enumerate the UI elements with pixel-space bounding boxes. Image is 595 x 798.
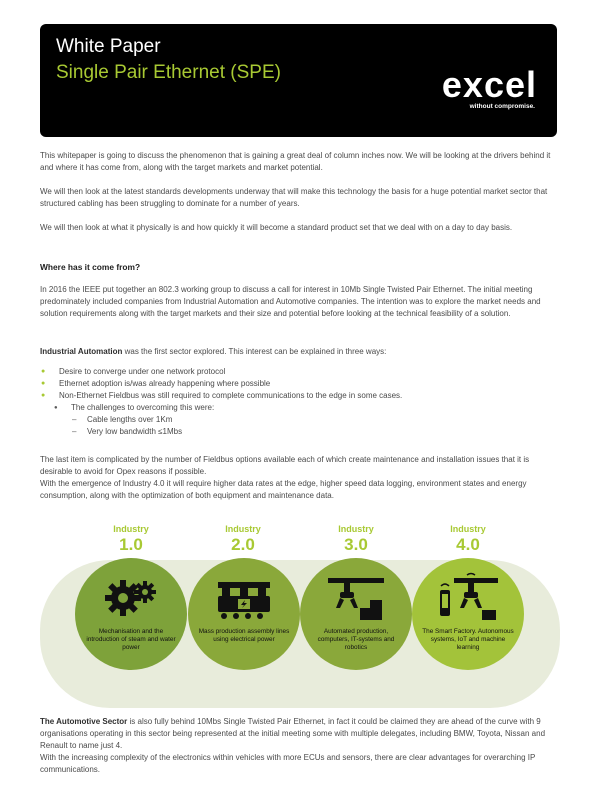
industry-circle-3 — [300, 558, 412, 670]
robot-arm-icon — [326, 572, 386, 624]
industry-caption: Mass production assembly lines using electrical power — [198, 628, 290, 643]
industry-number: 1.0 — [119, 535, 143, 554]
industry-label-3 — [301, 524, 411, 554]
fieldbus-text: The last item is complicated by the number of Fieldbus options available each of which create maintenance and installation issues that it is desirable to avoid for Opex reasons if possible. — [40, 455, 530, 476]
automotive-paragraph — [40, 716, 560, 776]
industry4-text: With the emergence of Industry 4.0 it will require higher data rates at the edge, higher speed data logging, environment states and energy consumption, along with the optimization of both equipment and maintenance data. — [40, 479, 527, 500]
industry-word: Industry — [450, 524, 486, 534]
industry-caption: Automated production, computers, IT-systems and robotics — [317, 628, 395, 651]
fieldbus-paragraph — [40, 454, 560, 502]
automotive-lead: The Automotive Sector — [40, 717, 128, 726]
industry-circle-2 — [188, 558, 300, 670]
industry-caption: Mechanisation and the introduction of steam and water power — [86, 628, 176, 651]
intro-paragraph-2: We will then look at the latest standards developments underway that will make this technology the basis for a huge potential market sector that structured cabling has been struggling to dominate for a number of years. — [40, 187, 548, 208]
industry-circle-1 — [75, 558, 187, 670]
industrial-lead: Industrial Automation — [40, 347, 123, 356]
history-paragraph: In 2016 the IEEE put together an 802.3 working group to discuss a call for interest in 10Mb Single Twisted Pair Ethernet. The initial meeting predominately included companies from Industrial Automation and Automotive companies. The intention was to explore the market needs and solution requirements along with the target markets and their size and potential before looking at the technical feasibility of a solution. — [40, 285, 541, 318]
industry-word: Industry — [225, 524, 261, 534]
list-item: – Cable lengths over 1Km — [40, 414, 402, 426]
industrial-intro-text: was the first sector explored. This interest can be explained in three ways: — [122, 347, 387, 356]
industry-word: Industry — [338, 524, 374, 534]
intro-paragraph-3: We will then look at what it physically is and how quickly it will become a standard product set that we deal with on a day to day basis. — [40, 223, 513, 232]
list-item: – Very low bandwidth ≤1Mbs — [40, 426, 402, 438]
industry-number: 2.0 — [231, 535, 255, 554]
logo-tagline: without compromise. — [469, 103, 535, 110]
industrial-intro — [40, 346, 560, 358]
smart-factory-icon — [438, 572, 498, 624]
industry-label-2 — [188, 524, 298, 554]
intro-paragraph-1: This whitepaper is going to discuss the phenomenon that is gaining a great deal of column inches now. We will be looking at the drivers behind it and where it has come from, along with the target markets and market potential. — [40, 151, 551, 172]
document-type-title: White Paper — [56, 36, 161, 57]
industry-number: 3.0 — [344, 535, 368, 554]
document-title: Single Pair Ethernet (SPE) — [56, 62, 281, 83]
list-item: ● Desire to converge under one network protocol — [40, 366, 402, 378]
automotive-text-2: With the increasing complexity of the electronics within vehicles with more ECUs and sensors, there are clear advantages for overarching IP communications. — [40, 753, 536, 774]
industry-number: 4.0 — [456, 535, 480, 554]
header-banner — [40, 24, 557, 137]
excel-logo — [441, 64, 537, 110]
assembly-line-icon — [214, 572, 274, 624]
industry-circle-4 — [412, 558, 524, 670]
industry-word: Industry — [113, 524, 149, 534]
industry-label-4 — [413, 524, 523, 554]
list-item: ● Non-Ethernet Fieldbus was still required to complete communications to the edge in some cases. — [40, 390, 402, 402]
list-item: ● Ethernet adoption is/was already happening where possible — [40, 378, 402, 390]
logo-word: excel — [441, 64, 537, 105]
gears-icon — [101, 572, 161, 624]
list-item: ● The challenges to overcoming this were: — [40, 402, 402, 414]
automotive-text: is also fully behind 10Mbs Single Twisted Pair Ethernet, in fact it could be claimed they are ahead of the curve with 9 organisations operating in this sector being represented at the initial meeting some with multiple delegates, including BMW, Toyota, Nissan and Renault to name just 4. — [40, 717, 546, 750]
section-heading: Where has it come from? — [40, 262, 141, 272]
industry-label-1 — [76, 524, 186, 554]
industrial-bullet-list — [40, 366, 402, 438]
industry-caption: The Smart Factory. Autonomous systems, IoT and machine learning — [422, 628, 514, 651]
